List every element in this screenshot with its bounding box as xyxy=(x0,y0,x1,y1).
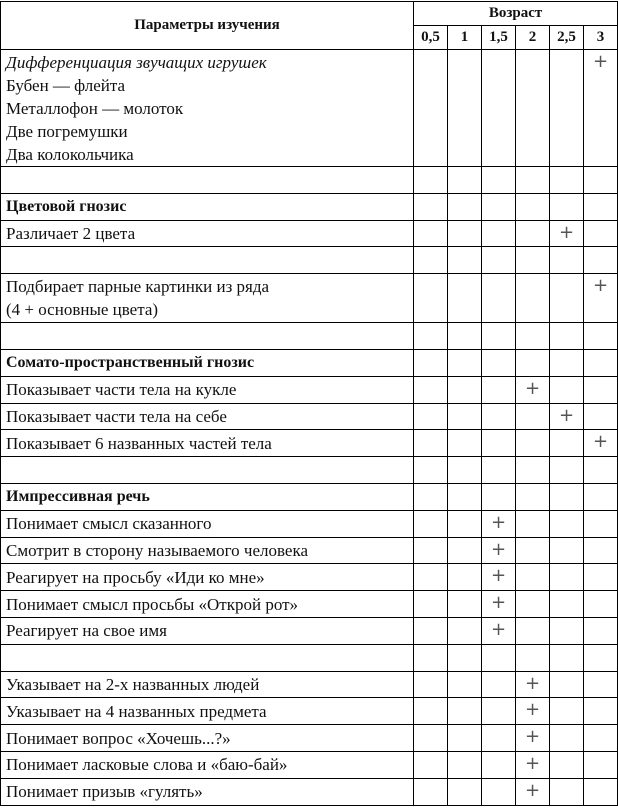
age-cell xyxy=(516,349,550,376)
section-row xyxy=(1,349,618,376)
age-cell xyxy=(550,510,584,537)
age-cell xyxy=(448,537,482,564)
age-cell xyxy=(414,430,448,457)
age-cell xyxy=(584,193,618,220)
age-cell xyxy=(516,220,550,247)
table-row xyxy=(1,220,618,247)
parameter-line: Подбирает парные картинки из ряда xyxy=(6,277,270,297)
age-cell xyxy=(448,483,482,510)
table-row xyxy=(1,778,618,805)
age-cell xyxy=(550,537,584,564)
age-cell xyxy=(550,247,584,274)
parameter-label: Показывает части тела на себе xyxy=(1,403,414,430)
age-cell xyxy=(414,167,448,194)
parameter-line: Две погремушки xyxy=(6,122,128,141)
param-column-header: Параметры изучения xyxy=(1,2,414,50)
age-cell xyxy=(516,537,550,564)
age-cell xyxy=(584,220,618,247)
age-cell xyxy=(448,457,482,484)
age-cell xyxy=(550,564,584,591)
parameter-label: Указывает на 2-х названных людей xyxy=(1,671,414,698)
age-column-header: 1 xyxy=(448,26,482,50)
plus-mark: + xyxy=(584,50,618,167)
age-cell xyxy=(448,430,482,457)
age-cell xyxy=(448,376,482,403)
table-row xyxy=(1,430,618,457)
plus-mark: + xyxy=(482,564,516,591)
age-column-header: 3 xyxy=(584,26,618,50)
parameter-label: Реагирует на свое имя xyxy=(1,617,414,644)
age-cell xyxy=(482,323,516,350)
plus-mark: + xyxy=(482,510,516,537)
parameter-label: Понимает смысл просьбы «Открой рот» xyxy=(1,591,414,618)
age-cell xyxy=(584,591,618,618)
subsection-title: Дифференциация звучащих игрушек xyxy=(6,53,267,72)
parameter-line: Два колокольчика xyxy=(6,145,134,164)
plus-mark: + xyxy=(482,591,516,618)
age-cell xyxy=(414,671,448,698)
age-cell xyxy=(482,778,516,805)
parameter-label: Указывает на 4 названных предмета xyxy=(1,698,414,725)
age-cell xyxy=(448,220,482,247)
parameter-line: (4 + основные цвета) xyxy=(6,300,159,320)
parameter-label: Понимает вопрос «Хочешь...?» xyxy=(1,725,414,752)
plus-mark: + xyxy=(516,725,550,752)
age-cell xyxy=(516,50,550,167)
parameter-label xyxy=(1,50,414,167)
table-row xyxy=(1,698,618,725)
table-row xyxy=(1,274,618,323)
age-cell xyxy=(584,457,618,484)
age-cell xyxy=(448,617,482,644)
age-cell xyxy=(482,50,516,167)
age-cell xyxy=(482,247,516,274)
section-title: Сомато-пространственный гнозис xyxy=(1,349,414,376)
age-cell xyxy=(414,403,448,430)
empty-cell xyxy=(1,323,414,350)
table-row xyxy=(1,725,618,752)
age-cell xyxy=(448,193,482,220)
plus-mark: + xyxy=(516,778,550,805)
age-cell xyxy=(550,751,584,778)
age-cell xyxy=(584,537,618,564)
age-cell xyxy=(516,247,550,274)
age-cell xyxy=(584,349,618,376)
age-cell xyxy=(482,671,516,698)
table-row xyxy=(1,564,618,591)
age-cell xyxy=(448,725,482,752)
empty-row xyxy=(1,644,618,671)
plus-mark: + xyxy=(584,274,618,323)
age-column-header: 2 xyxy=(516,26,550,50)
age-cell xyxy=(482,725,516,752)
plus-mark: + xyxy=(482,537,516,564)
empty-row xyxy=(1,247,618,274)
age-column-header: 2,5 xyxy=(550,26,584,50)
age-cell xyxy=(516,323,550,350)
age-cell xyxy=(584,617,618,644)
parameter-label: Смотрит в сторону называемого человека xyxy=(1,537,414,564)
age-cell xyxy=(550,671,584,698)
table-row xyxy=(1,376,618,403)
age-cell xyxy=(448,778,482,805)
empty-cell xyxy=(1,457,414,484)
age-cell xyxy=(516,617,550,644)
plus-mark: + xyxy=(584,430,618,457)
age-cell xyxy=(550,591,584,618)
age-cell xyxy=(584,725,618,752)
age-cell xyxy=(516,193,550,220)
parameter-label: Понимает смысл сказанного xyxy=(1,510,414,537)
parameter-label: Показывает части тела на кукле xyxy=(1,376,414,403)
plus-mark: + xyxy=(516,671,550,698)
age-cell xyxy=(584,483,618,510)
age-cell xyxy=(584,778,618,805)
age-cell xyxy=(482,403,516,430)
age-cell xyxy=(414,376,448,403)
section-title: Цветовой гнозис xyxy=(1,193,414,220)
plus-mark: + xyxy=(516,698,550,725)
age-cell xyxy=(414,644,448,671)
age-cell xyxy=(584,510,618,537)
age-cell xyxy=(414,698,448,725)
age-cell xyxy=(516,403,550,430)
age-cell xyxy=(550,617,584,644)
age-cell xyxy=(414,50,448,167)
age-cell xyxy=(448,50,482,167)
age-cell xyxy=(550,193,584,220)
age-cell xyxy=(482,376,516,403)
age-cell xyxy=(550,644,584,671)
table-row xyxy=(1,50,618,167)
age-cell xyxy=(550,323,584,350)
age-cell xyxy=(414,247,448,274)
age-cell xyxy=(550,457,584,484)
age-column-header: 1,5 xyxy=(482,26,516,50)
age-cell xyxy=(414,274,448,323)
age-cell xyxy=(516,591,550,618)
age-cell xyxy=(584,376,618,403)
age-cell xyxy=(414,725,448,752)
age-column-header: 0,5 xyxy=(414,26,448,50)
age-cell xyxy=(414,457,448,484)
empty-row xyxy=(1,457,618,484)
age-cell xyxy=(414,483,448,510)
age-cell xyxy=(584,323,618,350)
age-cell xyxy=(550,483,584,510)
age-cell xyxy=(448,751,482,778)
parameter-label: Реагирует на просьбу «Иди ко мне» xyxy=(1,564,414,591)
plus-mark: + xyxy=(482,617,516,644)
age-cell xyxy=(516,457,550,484)
age-cell xyxy=(482,644,516,671)
age-cell xyxy=(448,247,482,274)
age-cell xyxy=(584,403,618,430)
age-cell xyxy=(550,274,584,323)
age-cell xyxy=(448,671,482,698)
age-cell xyxy=(482,698,516,725)
table-row xyxy=(1,537,618,564)
age-cell xyxy=(482,457,516,484)
age-cell xyxy=(414,564,448,591)
age-cell xyxy=(584,247,618,274)
age-cell xyxy=(550,430,584,457)
parameter-label: Понимает призыв «гулять» xyxy=(1,778,414,805)
age-cell xyxy=(482,274,516,323)
age-cell xyxy=(550,725,584,752)
section-title: Импрессивная речь xyxy=(1,483,414,510)
age-cell xyxy=(550,349,584,376)
age-cell xyxy=(414,537,448,564)
age-cell xyxy=(414,778,448,805)
age-cell xyxy=(448,510,482,537)
age-cell xyxy=(584,167,618,194)
empty-cell xyxy=(1,167,414,194)
age-cell xyxy=(414,751,448,778)
age-cell xyxy=(516,483,550,510)
age-cell xyxy=(414,617,448,644)
age-cell xyxy=(550,50,584,167)
age-cell xyxy=(448,167,482,194)
age-cell xyxy=(584,564,618,591)
age-cell xyxy=(584,644,618,671)
table-row xyxy=(1,617,618,644)
parameter-line: Бубен — флейта xyxy=(6,76,126,95)
age-cell xyxy=(448,323,482,350)
assessment-table xyxy=(0,1,618,806)
age-cell xyxy=(516,167,550,194)
table-row xyxy=(1,751,618,778)
age-cell xyxy=(414,510,448,537)
age-cell xyxy=(482,167,516,194)
age-cell xyxy=(516,510,550,537)
age-cell xyxy=(516,564,550,591)
plus-mark: + xyxy=(550,220,584,247)
age-cell xyxy=(448,349,482,376)
age-cell xyxy=(448,644,482,671)
age-cell xyxy=(414,323,448,350)
age-cell xyxy=(516,274,550,323)
age-cell xyxy=(448,403,482,430)
plus-mark: + xyxy=(516,376,550,403)
age-cell xyxy=(414,591,448,618)
table-row xyxy=(1,403,618,430)
age-cell xyxy=(516,430,550,457)
age-cell xyxy=(448,274,482,323)
table-row xyxy=(1,591,618,618)
section-row xyxy=(1,483,618,510)
parameter-label: Понимает ласковые слова и «баю-бай» xyxy=(1,751,414,778)
empty-row xyxy=(1,323,618,350)
age-cell xyxy=(482,430,516,457)
age-cell xyxy=(482,220,516,247)
empty-cell xyxy=(1,644,414,671)
age-cell xyxy=(584,698,618,725)
age-cell xyxy=(448,591,482,618)
age-cell xyxy=(550,167,584,194)
plus-mark: + xyxy=(516,751,550,778)
parameter-label: Различает 2 цвета xyxy=(1,220,414,247)
age-cell xyxy=(414,220,448,247)
age-cell xyxy=(550,698,584,725)
age-group-header: Возраст xyxy=(414,2,618,26)
age-cell xyxy=(448,564,482,591)
age-cell xyxy=(584,671,618,698)
age-cell xyxy=(482,751,516,778)
parameter-label xyxy=(1,274,414,323)
age-cell xyxy=(414,349,448,376)
table-row xyxy=(1,671,618,698)
parameter-line: Металлофон — молоток xyxy=(6,99,184,118)
age-cell xyxy=(482,349,516,376)
age-cell xyxy=(550,778,584,805)
parameter-label: Показывает 6 названных частей тела xyxy=(1,430,414,457)
age-cell xyxy=(482,483,516,510)
section-row xyxy=(1,193,618,220)
age-cell xyxy=(414,193,448,220)
plus-mark: + xyxy=(550,403,584,430)
age-cell xyxy=(584,751,618,778)
empty-row xyxy=(1,167,618,194)
age-cell xyxy=(516,644,550,671)
age-cell xyxy=(482,193,516,220)
age-cell xyxy=(550,376,584,403)
empty-cell xyxy=(1,247,414,274)
table-row xyxy=(1,510,618,537)
age-cell xyxy=(448,698,482,725)
